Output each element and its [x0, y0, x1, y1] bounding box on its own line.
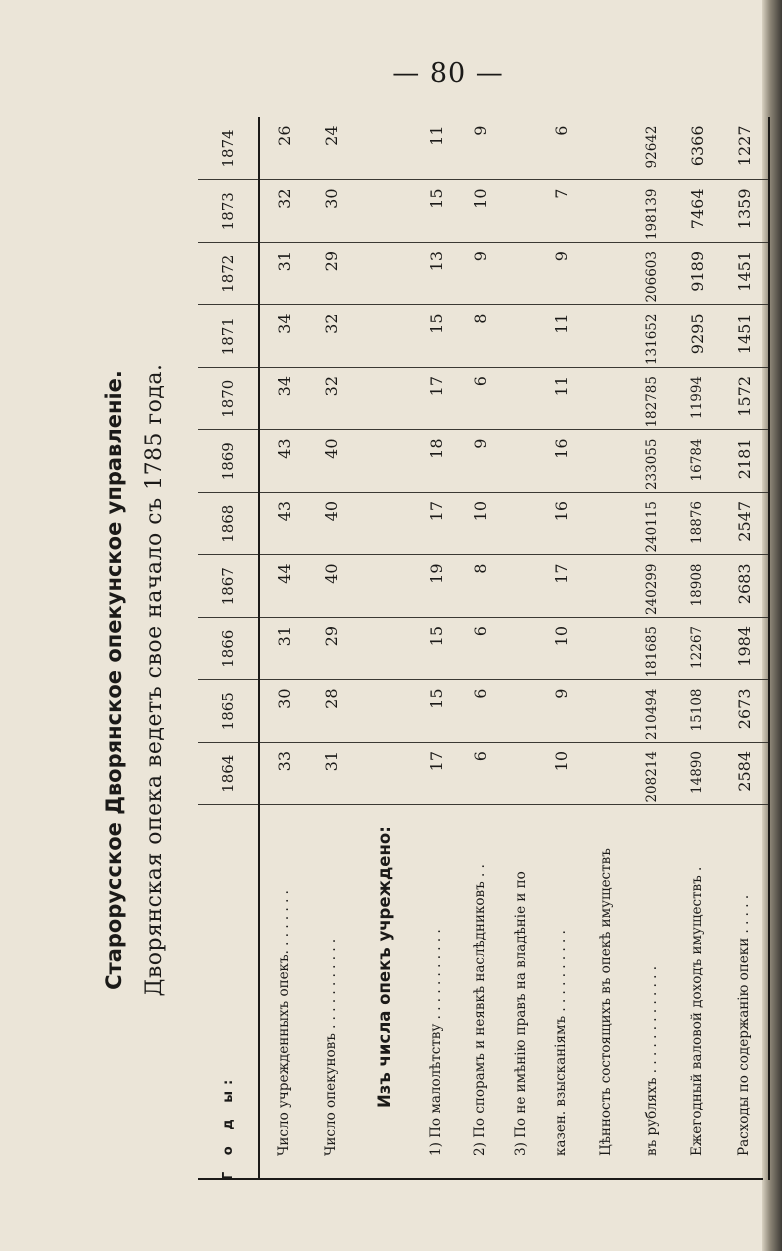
table-cell: 10 — [540, 618, 582, 681]
table-cell: 181685 — [630, 618, 674, 681]
year-header: 1867 — [198, 555, 259, 618]
year-header: 1870 — [198, 368, 259, 431]
table-cell: 8 — [458, 555, 502, 618]
table-cell: 17 — [414, 368, 458, 431]
table-cell — [502, 493, 540, 556]
row-label: 3) По не имѣнію правъ на владѣніе и по — [513, 871, 529, 1156]
table-cell — [502, 305, 540, 368]
table-cell: 31 — [259, 243, 308, 306]
table-cell: 29 — [308, 618, 354, 681]
table-row — [259, 118, 308, 1181]
table-cell: 15 — [414, 305, 458, 368]
empty-cell — [354, 555, 414, 618]
statistics-table — [198, 118, 770, 1181]
table-cell: 198139 — [630, 180, 674, 243]
page-subtitle: Дворянская опека ведетъ свое начало съ 1785 года. — [142, 363, 167, 997]
table-cell: 15 — [414, 618, 458, 681]
table-cell: 6 — [458, 743, 502, 806]
year-header: 1864 — [198, 743, 259, 806]
table-cell: 30 — [259, 680, 308, 743]
table-cell: 9 — [540, 680, 582, 743]
table-cell — [582, 243, 630, 306]
table-cell: 34 — [259, 305, 308, 368]
table-cell — [582, 555, 630, 618]
table-cell: 2181 — [720, 430, 769, 493]
table-cell: 26 — [259, 118, 308, 181]
empty-cell — [354, 180, 414, 243]
table-cell: 8 — [458, 305, 502, 368]
table-cell: 11 — [414, 118, 458, 181]
empty-cell — [354, 618, 414, 681]
rotated-content — [100, 110, 754, 1180]
table-cell: 9295 — [674, 305, 720, 368]
page-number: — 80 — — [392, 58, 504, 89]
row-label: Ежегодный валовой доходъ имуществъ . — [689, 866, 705, 1156]
table-row — [502, 118, 540, 1181]
year-header: 1869 — [198, 430, 259, 493]
table-cell: 240115 — [630, 493, 674, 556]
year-header: 1865 — [198, 680, 259, 743]
table-cell: 15108 — [674, 680, 720, 743]
table-cell: 17 — [414, 743, 458, 806]
table-cell — [582, 368, 630, 431]
empty-cell — [354, 680, 414, 743]
year-header: 1873 — [198, 180, 259, 243]
empty-cell — [354, 368, 414, 431]
empty-cell — [354, 305, 414, 368]
table-cell: 131652 — [630, 305, 674, 368]
table-cell — [502, 680, 540, 743]
table-cell: 9 — [458, 243, 502, 306]
table-cell: 92642 — [630, 118, 674, 181]
table-cell: 1984 — [720, 618, 769, 681]
table-cell: 31 — [259, 618, 308, 681]
row-label: въ рубляхъ . . . . . . . . . . . . . — [644, 965, 660, 1156]
table-cell: 17 — [414, 493, 458, 556]
year-header: 1872 — [198, 243, 259, 306]
table-cell — [502, 118, 540, 181]
table-cell: 18 — [414, 430, 458, 493]
row-label: 1) По малолѣтству . . . . . . . . . . . — [428, 929, 444, 1156]
table-cell: 40 — [308, 555, 354, 618]
table-cell: 1572 — [720, 368, 769, 431]
empty-cell — [354, 493, 414, 556]
table-cell: 15 — [414, 180, 458, 243]
table-cell: 24 — [308, 118, 354, 181]
table-cell: 40 — [308, 493, 354, 556]
table-cell: 11 — [540, 305, 582, 368]
table-cell — [582, 305, 630, 368]
table-cell — [502, 743, 540, 806]
page-title: Старорусское Дворянское опекунское управленіе. — [102, 370, 126, 990]
row-label: Число опекуновъ . . . . . . . . . . . — [323, 938, 339, 1156]
row-label: 2) По спорамъ и неявкѣ наслѣдниковъ . . — [472, 864, 488, 1156]
table-cell: 43 — [259, 430, 308, 493]
table-cell: 28 — [308, 680, 354, 743]
table-cell: 208214 — [630, 743, 674, 806]
row-label: казен. взысканіямъ . . . . . . . . . . — [553, 930, 569, 1156]
table-cell: 15 — [414, 680, 458, 743]
table-cell — [502, 180, 540, 243]
table-cell: 2683 — [720, 555, 769, 618]
table-cell: 10 — [458, 493, 502, 556]
table-cell: 40 — [308, 430, 354, 493]
table-cell: 14890 — [674, 743, 720, 806]
table-cell: 31 — [308, 743, 354, 806]
table-cell: 7464 — [674, 180, 720, 243]
table-cell: 1359 — [720, 180, 769, 243]
table-cell: 19 — [414, 555, 458, 618]
table-cell — [502, 430, 540, 493]
table-cell: 32 — [308, 305, 354, 368]
table-cell: 2673 — [720, 680, 769, 743]
empty-cell — [354, 430, 414, 493]
table-row — [630, 118, 674, 1181]
table-cell: 10 — [540, 743, 582, 806]
table-cell — [582, 493, 630, 556]
years-header-label: Г о д ы: — [198, 805, 259, 1180]
table-cell: 7 — [540, 180, 582, 243]
empty-cell — [354, 243, 414, 306]
table-row — [720, 118, 769, 1181]
table-cell: 29 — [308, 243, 354, 306]
table-cell: 13 — [414, 243, 458, 306]
table-row — [674, 118, 720, 1181]
table-cell: 9 — [458, 118, 502, 181]
table-cell: 1451 — [720, 305, 769, 368]
table-cell: 233055 — [630, 430, 674, 493]
section-heading: Изъ числа опекъ учреждено: — [374, 826, 394, 1108]
table-cell: 1227 — [720, 118, 769, 181]
table-cell: 17 — [540, 555, 582, 618]
table-cell: 33 — [259, 743, 308, 806]
row-label: Число учрежденныхъ опекъ. . . . . . . . — [276, 890, 292, 1156]
table-cell — [582, 680, 630, 743]
year-header: 1868 — [198, 493, 259, 556]
table-cell: 11994 — [674, 368, 720, 431]
year-header: 1866 — [198, 618, 259, 681]
table-cell: 6 — [540, 118, 582, 181]
table-row — [414, 118, 458, 1181]
table-cell: 30 — [308, 180, 354, 243]
year-header: 1874 — [198, 118, 259, 181]
table-cell: 16784 — [674, 430, 720, 493]
table-cell — [502, 368, 540, 431]
table-cell — [502, 555, 540, 618]
row-label: Цѣнность состоящихъ въ опекѣ имуществъ — [598, 848, 614, 1156]
table-cell: 6 — [458, 368, 502, 431]
table-cell: 44 — [259, 555, 308, 618]
table-cell: 240299 — [630, 555, 674, 618]
table-cell: 10 — [458, 180, 502, 243]
table-cell — [502, 618, 540, 681]
table-row — [308, 118, 354, 1181]
table-cell — [582, 618, 630, 681]
table-cell: 206603 — [630, 243, 674, 306]
empty-cell — [354, 743, 414, 806]
table-cell: 18876 — [674, 493, 720, 556]
year-header: 1871 — [198, 305, 259, 368]
table-cell — [582, 180, 630, 243]
row-label: Расходы по содержанію опеки . . . . . — [720, 805, 769, 1180]
table-cell: 182785 — [630, 368, 674, 431]
table-cell: 9189 — [674, 243, 720, 306]
table-row — [582, 118, 630, 1181]
table-cell: 16 — [540, 430, 582, 493]
table-cell: 9 — [540, 243, 582, 306]
table-header-row — [198, 118, 259, 1181]
table-cell — [582, 118, 630, 181]
table-cell: 34 — [259, 368, 308, 431]
table-cell — [582, 430, 630, 493]
table-cell — [582, 743, 630, 806]
table-cell: 6 — [458, 618, 502, 681]
table-cell: 16 — [540, 493, 582, 556]
table-cell: 11 — [540, 368, 582, 431]
empty-cell — [354, 118, 414, 181]
table-cell: 1451 — [720, 243, 769, 306]
table-cell: 2584 — [720, 743, 769, 806]
table-cell: 210494 — [630, 680, 674, 743]
table-row — [540, 118, 582, 1181]
table-cell: 12267 — [674, 618, 720, 681]
table-cell: 6 — [458, 680, 502, 743]
table-cell: 2547 — [720, 493, 769, 556]
table-cell: 6366 — [674, 118, 720, 181]
table-cell: 43 — [259, 493, 308, 556]
table-body — [198, 118, 769, 1181]
table-cell: 32 — [308, 368, 354, 431]
table-cell: 18908 — [674, 555, 720, 618]
table-row — [458, 118, 502, 1181]
table-cell: 32 — [259, 180, 308, 243]
table-cell: 9 — [458, 430, 502, 493]
table-cell — [502, 243, 540, 306]
section-heading-row — [354, 118, 414, 1181]
